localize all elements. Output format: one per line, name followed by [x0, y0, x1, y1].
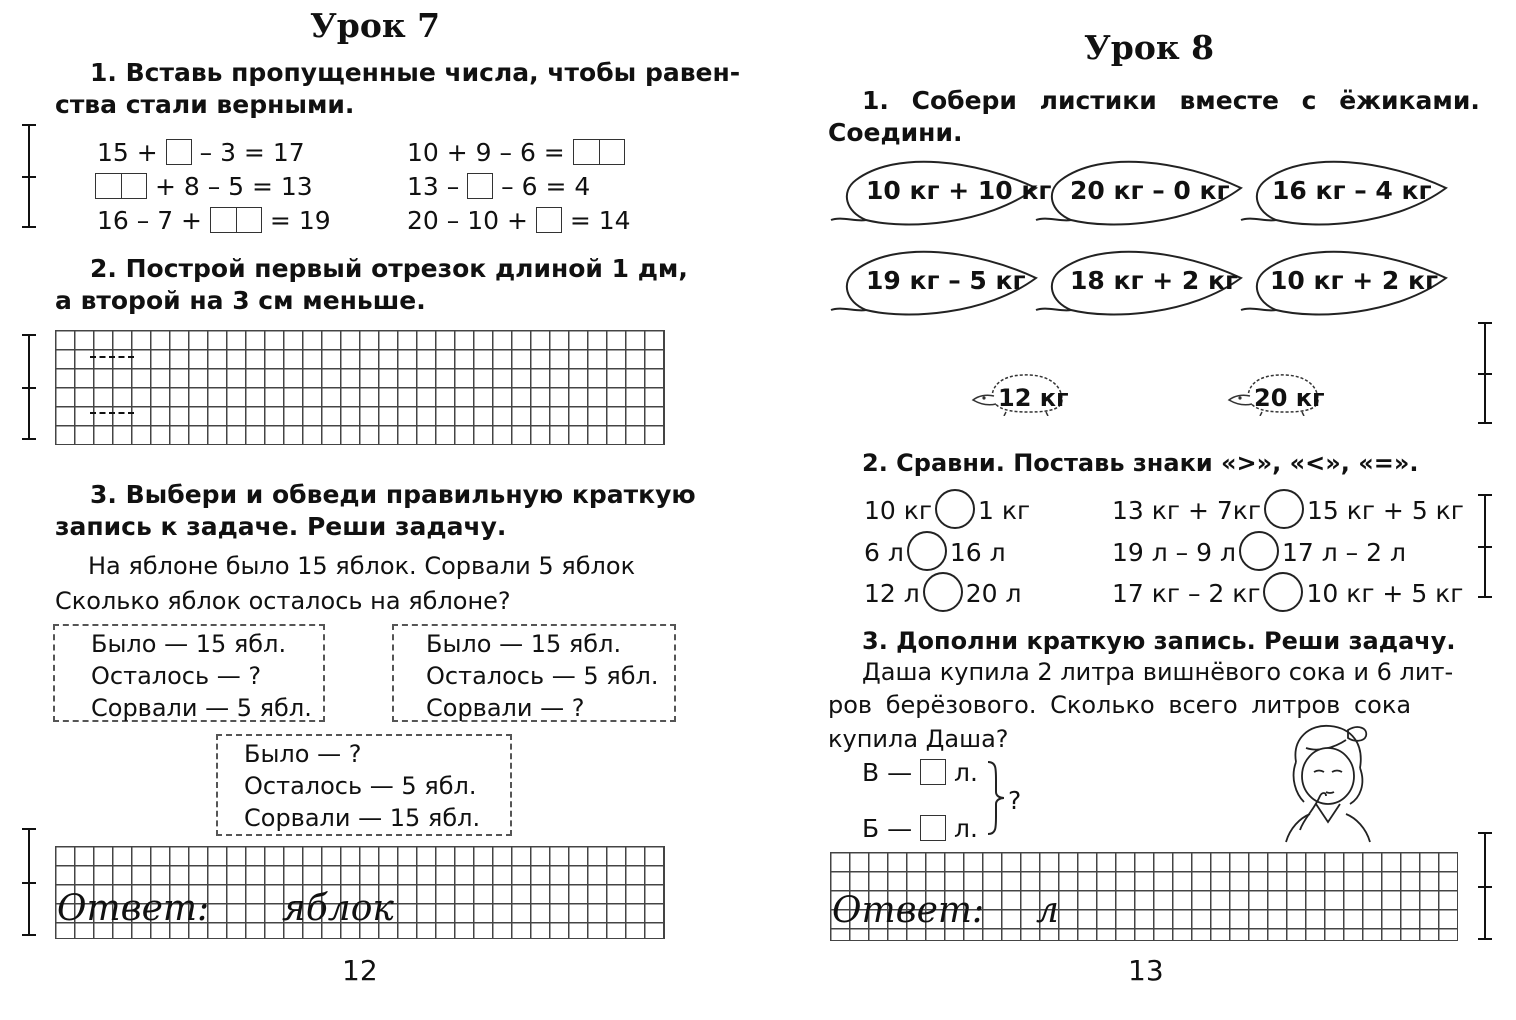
short-record-option-1[interactable] [53, 624, 325, 722]
task-2-heading: 2. Сравни. Поставь знаки «>», «<», «=». [862, 449, 1419, 477]
curly-brace-icon [986, 760, 1006, 836]
compare-sign-circle[interactable] [1263, 572, 1303, 612]
compare-sign-circle[interactable] [935, 489, 975, 529]
compare-sign-circle[interactable] [1239, 531, 1279, 571]
compare-value: 19 л – 9 л [1112, 538, 1236, 567]
problem-text-line1: Даша купила 2 литра вишнёвого сока и 6 лит- [862, 658, 1454, 686]
lesson-8-title: Урок 8 [1084, 28, 1215, 67]
compare-value: 20 л [965, 579, 1022, 608]
compare-row-1-left [864, 489, 1030, 529]
record-unit: л. [954, 814, 978, 843]
equation-c [97, 204, 331, 238]
problem-text-line2: ров берёзового. Сколько всего литров сока [828, 691, 1412, 719]
lesson-7-title: Урок 7 [310, 6, 441, 45]
equation-a [97, 136, 305, 170]
equation-text: 15 + [97, 138, 158, 167]
answer-box-double[interactable] [95, 173, 147, 199]
answer-unit: яблок [282, 888, 394, 929]
answer-box-double[interactable] [210, 207, 262, 233]
leaf-label[interactable]: 18 кг + 2 кг [1070, 266, 1239, 295]
compare-sign-circle[interactable] [907, 531, 947, 571]
compare-value: 1 кг [978, 496, 1031, 525]
task-1-heading [90, 56, 740, 90]
record-row-v [862, 756, 978, 790]
equation-text: + 8 – 5 = 13 [154, 172, 313, 201]
compare-sign-circle[interactable] [1264, 489, 1304, 529]
task-1-heading-cont: Соедини. [828, 118, 963, 147]
equation-text: = 19 [269, 206, 331, 235]
task-3-heading: 3. Дополни краткую запись. Реши задачу. [862, 627, 1456, 655]
answer-box[interactable] [166, 139, 192, 165]
equation-text: 20 – 10 + [407, 206, 528, 235]
hedgehog-label: 20 кг [1254, 384, 1325, 412]
leaf-label[interactable]: 10 кг + 10 кг [866, 176, 1052, 205]
task-3-heading: 3. Выбери и обведи правильную краткую [90, 480, 696, 509]
equation-d [407, 136, 625, 170]
margin-mark [28, 334, 30, 440]
answer-box-double[interactable] [573, 139, 625, 165]
compare-row-1-right [1112, 489, 1464, 529]
problem-text-line3: купила Даша? [828, 725, 1009, 753]
page-number-right: 13 [1128, 954, 1164, 987]
margin-mark [1484, 322, 1486, 424]
short-record-option-2[interactable] [392, 624, 676, 722]
task-1-heading: 1. Собери листики вместе с ёжиками. [862, 86, 1480, 115]
task-2-heading-cont: а второй на 3 см меньше. [55, 286, 426, 315]
answer-label: Ответ: [832, 890, 985, 931]
compare-value: 13 кг + 7кг [1112, 496, 1261, 525]
record-line: Сорвали — 15 ябл. [244, 804, 481, 832]
short-record-option-3[interactable] [216, 734, 512, 836]
margin-mark [28, 124, 30, 228]
compare-value: 16 л [949, 538, 1006, 567]
leaf-label[interactable]: 20 кг – 0 кг [1070, 176, 1230, 205]
margin-mark [28, 828, 30, 936]
record-question: ? [1008, 786, 1022, 815]
equation-f [407, 204, 631, 238]
leaf-label[interactable]: 19 кг – 5 кг [866, 266, 1026, 295]
answer-box[interactable] [536, 207, 562, 233]
record-line: Было — 15 ябл. [91, 630, 287, 658]
segment-start-mark [90, 412, 134, 414]
problem-text-line2: Сколько яблок осталось на яблоне? [55, 587, 511, 615]
record-line: Осталось — ? [91, 662, 262, 690]
answer-box[interactable] [920, 815, 946, 841]
record-label: В — [862, 758, 913, 787]
equation-text: = 14 [569, 206, 631, 235]
compare-row-2-right [1112, 531, 1406, 571]
compare-value: 17 л – 2 л [1281, 538, 1406, 567]
task-3-heading-cont: запись к задаче. Реши задачу. [55, 512, 507, 541]
equation-b [95, 170, 313, 204]
margin-mark [1484, 494, 1486, 598]
answer-box[interactable] [467, 173, 493, 199]
task-1-line1: 1. Вставь пропущенные числа, чтобы равен- [90, 58, 741, 87]
record-line: Было — ? [244, 740, 362, 768]
record-line: Сорвали — 5 ябл. [91, 694, 312, 722]
record-unit: л. [954, 758, 978, 787]
problem-text-line1: На яблоне было 15 яблок. Сорвали 5 яблок [88, 552, 636, 580]
grid-paper-task-2[interactable] [55, 330, 665, 445]
compare-value: 15 кг + 5 кг [1306, 496, 1464, 525]
record-line: Сорвали — ? [426, 694, 585, 722]
record-row-b [862, 812, 978, 846]
leaf-label[interactable]: 10 кг + 2 кг [1270, 266, 1439, 295]
compare-row-3-right [1112, 572, 1463, 612]
compare-value: 10 кг [864, 496, 932, 525]
record-line: Осталось — 5 ябл. [244, 772, 477, 800]
task-2-heading: 2. Построй первый отрезок длиной 1 дм, [90, 254, 688, 283]
compare-value: 12 л [864, 579, 920, 608]
equation-text: 10 + 9 – 6 = [407, 138, 565, 167]
record-line: Было — 15 ябл. [426, 630, 622, 658]
equation-text: – 6 = 4 [501, 172, 591, 201]
margin-mark [1484, 832, 1486, 940]
equation-e [407, 170, 590, 204]
compare-row-2-left [864, 531, 1006, 571]
task-1-heading-cont: ства стали верными. [55, 90, 355, 119]
compare-value: 17 кг – 2 кг [1112, 579, 1261, 608]
compare-value: 6 л [864, 538, 904, 567]
page-number-left: 12 [342, 954, 378, 987]
girl-thinking-illustration [1270, 718, 1380, 844]
equation-text: – 3 = 17 [199, 138, 305, 167]
compare-sign-circle[interactable] [923, 572, 963, 612]
equation-text: 13 – [407, 172, 460, 201]
answer-box[interactable] [920, 759, 946, 785]
compare-row-3-left [864, 572, 1022, 612]
answer-label: Ответ: [57, 888, 210, 929]
leaf-label[interactable]: 16 кг – 4 кг [1272, 176, 1432, 205]
answer-unit: л [1036, 890, 1059, 931]
compare-value: 10 кг + 5 кг [1306, 579, 1464, 608]
equation-text: 16 – 7 + [97, 206, 203, 235]
segment-start-mark [90, 356, 134, 358]
hedgehog-label: 12 кг [998, 384, 1069, 412]
record-label: Б — [862, 814, 913, 843]
record-line: Осталось — 5 ябл. [426, 662, 659, 690]
